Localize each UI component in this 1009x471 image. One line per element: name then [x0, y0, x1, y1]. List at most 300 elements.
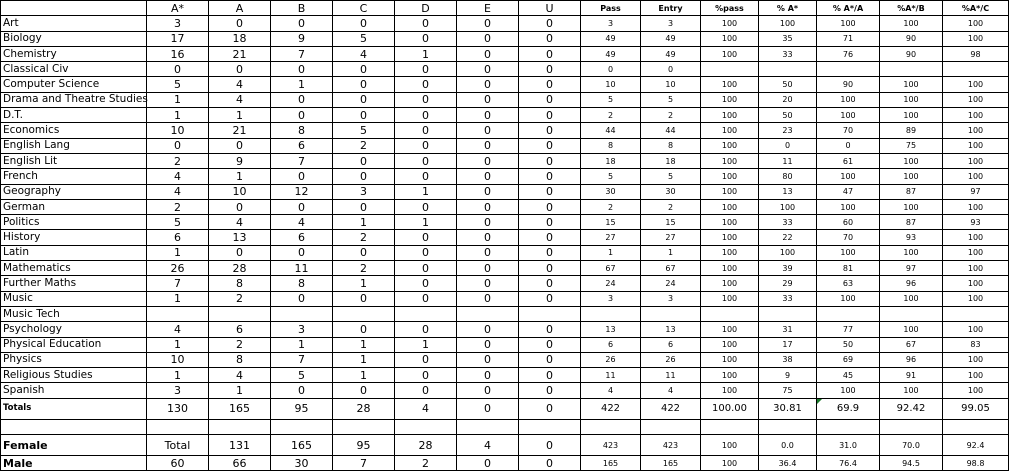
stat-cell: 0.0 — [759, 435, 817, 456]
column-header: D — [395, 1, 457, 16]
stat-cell: 100 — [817, 108, 880, 123]
stat-cell: 10 — [641, 77, 701, 92]
stat-cell: 70 — [817, 123, 880, 138]
grade-count-cell — [395, 306, 457, 321]
grade-count-cell: 0 — [519, 215, 581, 230]
stat-cell: 49 — [641, 31, 701, 46]
grade-count-cell: 0 — [209, 245, 271, 260]
empty-cell — [209, 419, 271, 434]
grade-count-cell: 0 — [395, 245, 457, 260]
grade-count-cell: 1 — [333, 215, 395, 230]
grade-count-cell: 0 — [457, 169, 519, 184]
grade-count-cell: 0 — [457, 261, 519, 276]
stat-cell: 100 — [943, 322, 1009, 337]
grade-count-cell: 7 — [147, 276, 209, 291]
grade-count-cell: 11 — [271, 261, 333, 276]
stat-cell: 100 — [701, 352, 759, 367]
stat-cell: 100 — [701, 276, 759, 291]
grade-count-cell — [147, 306, 209, 321]
column-header: C — [333, 1, 395, 16]
grade-count-cell: 0 — [519, 383, 581, 398]
stat-cell: 90 — [880, 31, 943, 46]
grade-count-cell: 13 — [209, 230, 271, 245]
totals-row — [1, 398, 1009, 419]
stat-cell: 100 — [817, 383, 880, 398]
table-row — [1, 230, 1009, 245]
grade-count-cell: 0 — [395, 108, 457, 123]
stat-cell: 87 — [880, 184, 943, 199]
grade-count-cell: 0 — [519, 138, 581, 153]
stat-cell: 26 — [641, 352, 701, 367]
grade-count-cell: 0 — [457, 291, 519, 306]
grade-count-cell: 4 — [457, 435, 519, 456]
stat-cell: 100 — [701, 108, 759, 123]
grade-count-cell: 0 — [457, 215, 519, 230]
grade-count-cell: 4 — [147, 169, 209, 184]
subject-cell: Physical Education — [1, 337, 147, 352]
grade-count-cell: 1 — [147, 108, 209, 123]
grade-count-cell: 1 — [147, 92, 209, 107]
stat-cell — [759, 306, 817, 321]
stat-cell: 100 — [701, 456, 759, 471]
stat-cell: 18 — [641, 153, 701, 168]
stat-cell: 100 — [943, 368, 1009, 383]
subject-cell: Chemistry — [1, 46, 147, 61]
grade-count-cell: 0 — [519, 199, 581, 214]
stat-cell: 100 — [943, 31, 1009, 46]
grade-count-cell: 0 — [395, 230, 457, 245]
grade-count-cell: 0 — [519, 276, 581, 291]
table-row — [1, 276, 1009, 291]
grade-count-cell — [271, 306, 333, 321]
table-row — [1, 383, 1009, 398]
grade-count-cell: 3 — [147, 16, 209, 31]
subject-cell: Physics — [1, 352, 147, 367]
subject-cell: D.T. — [1, 108, 147, 123]
stat-cell: 100 — [701, 230, 759, 245]
grade-count-cell: 7 — [333, 456, 395, 471]
subject-cell: Religious Studies — [1, 368, 147, 383]
table-row — [1, 245, 1009, 260]
subject-cell: Mathematics — [1, 261, 147, 276]
grade-count-cell: 0 — [457, 322, 519, 337]
stat-cell: 13 — [759, 184, 817, 199]
grade-count-cell: 1 — [147, 245, 209, 260]
grade-count-cell: 0 — [457, 108, 519, 123]
stat-cell: 33 — [759, 215, 817, 230]
grade-count-cell: 2 — [333, 261, 395, 276]
grade-count-cell: 5 — [271, 368, 333, 383]
stat-cell: 100 — [943, 245, 1009, 260]
grade-count-cell: 10 — [147, 352, 209, 367]
grade-count-cell: 0 — [271, 169, 333, 184]
table-row — [1, 215, 1009, 230]
table-row — [1, 16, 1009, 31]
grade-count-cell: 0 — [457, 123, 519, 138]
grade-count-cell: 7 — [271, 352, 333, 367]
stat-cell — [759, 62, 817, 77]
stat-cell: 49 — [581, 31, 641, 46]
stat-cell: 100 — [943, 138, 1009, 153]
stat-cell: 2 — [581, 108, 641, 123]
stat-cell: 100 — [880, 16, 943, 31]
stat-cell: 13 — [641, 322, 701, 337]
empty-cell — [759, 419, 817, 434]
grade-count-cell: 0 — [333, 92, 395, 107]
stat-cell: 44 — [641, 123, 701, 138]
table-row — [1, 123, 1009, 138]
stat-cell: 33 — [759, 291, 817, 306]
stat-cell: 8 — [581, 138, 641, 153]
grade-count-cell: 0 — [519, 352, 581, 367]
grade-count-cell: 4 — [147, 184, 209, 199]
stat-cell: 97 — [880, 261, 943, 276]
stat-cell: 10 — [581, 77, 641, 92]
empty-cell — [333, 419, 395, 434]
grade-count-cell: 1 — [395, 184, 457, 199]
stat-cell: 44 — [581, 123, 641, 138]
grade-count-cell: 0 — [457, 398, 519, 419]
subject-cell: Drama and Theatre Studies — [1, 92, 147, 107]
stat-cell — [701, 62, 759, 77]
stat-cell: 100 — [701, 138, 759, 153]
grade-count-cell: 5 — [147, 215, 209, 230]
stat-cell: 100 — [943, 169, 1009, 184]
stat-cell: 423 — [641, 435, 701, 456]
column-header: % A*/A — [817, 1, 880, 16]
stat-cell: 100 — [880, 322, 943, 337]
stat-cell: 30 — [641, 184, 701, 199]
grade-count-cell: 1 — [147, 291, 209, 306]
stat-cell: 100 — [880, 77, 943, 92]
stat-cell: 100 — [701, 169, 759, 184]
stat-cell: 71 — [817, 31, 880, 46]
stat-cell: 100 — [943, 108, 1009, 123]
grade-count-cell: 0 — [271, 245, 333, 260]
grade-count-cell: 0 — [271, 108, 333, 123]
stat-cell: 1 — [581, 245, 641, 260]
stat-cell: 100 — [701, 215, 759, 230]
stat-cell: 5 — [581, 169, 641, 184]
stat-cell: 60 — [817, 215, 880, 230]
stat-cell: 100 — [701, 291, 759, 306]
grade-count-cell: 0 — [395, 77, 457, 92]
grade-count-cell: 1 — [395, 46, 457, 61]
grade-count-cell: 0 — [519, 337, 581, 352]
stat-cell: 11 — [759, 153, 817, 168]
empty-cell — [880, 419, 943, 434]
stat-cell: 69 — [817, 352, 880, 367]
stat-cell: 100 — [817, 92, 880, 107]
table-row — [1, 368, 1009, 383]
grade-count-cell: 1 — [271, 337, 333, 352]
grade-count-cell: 1 — [147, 368, 209, 383]
subject-cell: Art — [1, 16, 147, 31]
grade-count-cell: 0 — [395, 92, 457, 107]
grade-count-cell: 130 — [147, 398, 209, 419]
stat-cell: 11 — [581, 368, 641, 383]
stat-cell — [817, 306, 880, 321]
grade-count-cell: 0 — [395, 352, 457, 367]
grade-count-cell: 0 — [395, 169, 457, 184]
stat-cell: 11 — [641, 368, 701, 383]
stat-cell: 24 — [581, 276, 641, 291]
grade-count-cell: 0 — [333, 291, 395, 306]
grade-count-cell: 6 — [209, 322, 271, 337]
table-row — [1, 138, 1009, 153]
stat-cell: 0 — [581, 62, 641, 77]
stat-cell: 100 — [943, 199, 1009, 214]
stat-cell: 27 — [641, 230, 701, 245]
grade-count-cell: 0 — [519, 230, 581, 245]
stat-cell: 100 — [943, 383, 1009, 398]
grade-count-cell: 0 — [457, 138, 519, 153]
grade-count-cell: 0 — [519, 322, 581, 337]
stat-cell: 100 — [701, 16, 759, 31]
stat-cell: 61 — [817, 153, 880, 168]
stat-cell: 100 — [943, 77, 1009, 92]
subject-cell: Male — [1, 456, 147, 471]
grade-count-cell: 0 — [457, 245, 519, 260]
grade-count-cell: 1 — [333, 352, 395, 367]
grade-count-cell: 66 — [209, 456, 271, 471]
empty-cell — [519, 419, 581, 434]
stat-cell: 0 — [817, 138, 880, 153]
stat-cell: 81 — [817, 261, 880, 276]
grade-count-cell: 1 — [333, 276, 395, 291]
stat-cell: 39 — [759, 261, 817, 276]
grade-count-cell: 1 — [147, 337, 209, 352]
column-header: Pass — [581, 1, 641, 16]
grade-count-cell: 0 — [519, 368, 581, 383]
grade-count-cell: 8 — [209, 276, 271, 291]
grade-count-cell: 0 — [457, 31, 519, 46]
stat-cell: 49 — [641, 46, 701, 61]
grade-count-cell: 0 — [395, 261, 457, 276]
male-row — [1, 456, 1009, 471]
column-header: U — [519, 1, 581, 16]
grade-count-cell: 0 — [271, 199, 333, 214]
stat-cell: 165 — [581, 456, 641, 471]
stat-cell: 94.5 — [880, 456, 943, 471]
table-row — [1, 184, 1009, 199]
grade-count-cell: 0 — [519, 62, 581, 77]
grade-count-cell: 0 — [333, 108, 395, 123]
grade-count-cell: 0 — [519, 77, 581, 92]
empty-cell — [641, 419, 701, 434]
grade-count-cell: 2 — [209, 337, 271, 352]
grade-count-cell: 0 — [519, 398, 581, 419]
grade-count-cell: 95 — [333, 435, 395, 456]
spacer-row — [1, 419, 1009, 434]
stat-cell: 100 — [943, 153, 1009, 168]
stat-cell: 100 — [943, 92, 1009, 107]
grade-count-cell: 0 — [519, 92, 581, 107]
table-body — [1, 1, 1009, 471]
stat-cell: 47 — [817, 184, 880, 199]
stat-cell: 27 — [581, 230, 641, 245]
stat-cell: 100 — [701, 261, 759, 276]
subject-cell: Biology — [1, 31, 147, 46]
stat-cell: 99.05 — [943, 398, 1009, 419]
stat-cell: 100 — [759, 199, 817, 214]
table-row — [1, 337, 1009, 352]
grade-count-cell: 2 — [147, 153, 209, 168]
grade-count-cell: 0 — [395, 276, 457, 291]
grade-count-cell: 2 — [333, 230, 395, 245]
stat-cell: 100 — [701, 153, 759, 168]
grade-count-cell: 0 — [457, 383, 519, 398]
grade-count-cell: 0 — [457, 352, 519, 367]
grade-count-cell: 0 — [519, 153, 581, 168]
stat-cell: 100 — [880, 383, 943, 398]
stat-cell: 100 — [880, 92, 943, 107]
stat-cell: 30.81 — [759, 398, 817, 419]
stat-cell: 83 — [943, 337, 1009, 352]
table-row — [1, 352, 1009, 367]
grade-count-cell: 2 — [395, 456, 457, 471]
column-header: %A*/C — [943, 1, 1009, 16]
stat-cell: 23 — [759, 123, 817, 138]
subject-cell: English Lit — [1, 153, 147, 168]
grade-count-cell: 0 — [519, 456, 581, 471]
stat-cell: 100 — [701, 184, 759, 199]
grade-count-cell: 8 — [271, 276, 333, 291]
grade-count-cell: 1 — [333, 337, 395, 352]
subject-cell: English Lang — [1, 138, 147, 153]
grade-count-cell: 21 — [209, 46, 271, 61]
stat-cell: 100 — [701, 245, 759, 260]
grade-count-cell: 0 — [395, 16, 457, 31]
subject-cell: Music Tech — [1, 306, 147, 321]
stat-cell: 2 — [641, 199, 701, 214]
subject-cell: Computer Science — [1, 77, 147, 92]
stat-cell: 77 — [817, 322, 880, 337]
stat-cell: 100 — [701, 435, 759, 456]
table-row — [1, 46, 1009, 61]
stat-cell — [943, 306, 1009, 321]
grade-count-cell: 9 — [209, 153, 271, 168]
stat-cell: 100 — [943, 291, 1009, 306]
header-row — [1, 1, 1009, 16]
grade-count-cell: 165 — [209, 398, 271, 419]
subject-cell: Female — [1, 435, 147, 456]
stat-cell: 100 — [943, 230, 1009, 245]
stat-cell: 24 — [641, 276, 701, 291]
stat-cell: 9 — [759, 368, 817, 383]
stat-cell: 87 — [880, 215, 943, 230]
stat-cell: 70.0 — [880, 435, 943, 456]
grade-count-cell: 0 — [519, 435, 581, 456]
grade-count-cell: 1 — [395, 215, 457, 230]
grade-count-cell: 2 — [333, 138, 395, 153]
grade-count-cell: 0 — [395, 123, 457, 138]
grade-count-cell: 18 — [209, 31, 271, 46]
stat-cell: 70 — [817, 230, 880, 245]
table-row — [1, 322, 1009, 337]
stat-cell: 165 — [641, 456, 701, 471]
stat-cell: 15 — [641, 215, 701, 230]
stat-cell: 423 — [581, 435, 641, 456]
subject-cell: History — [1, 230, 147, 245]
stat-cell: 100 — [701, 322, 759, 337]
grade-count-cell: 12 — [271, 184, 333, 199]
table-row — [1, 306, 1009, 321]
grade-count-cell: 1 — [333, 368, 395, 383]
stat-cell: 6 — [641, 337, 701, 352]
grade-count-cell: 8 — [271, 123, 333, 138]
stat-cell: 100 — [817, 199, 880, 214]
stat-cell: 100 — [817, 16, 880, 31]
stat-cell: 100 — [759, 245, 817, 260]
stat-cell: 22 — [759, 230, 817, 245]
grade-count-cell: 0 — [395, 62, 457, 77]
stat-cell: 50 — [759, 108, 817, 123]
column-header: A — [209, 1, 271, 16]
table-row — [1, 31, 1009, 46]
stat-cell: 2 — [581, 199, 641, 214]
grade-count-cell: 0 — [457, 199, 519, 214]
stat-cell: 67 — [641, 261, 701, 276]
grade-count-cell: 0 — [519, 261, 581, 276]
stat-cell: 80 — [759, 169, 817, 184]
stat-cell: 100 — [701, 46, 759, 61]
stat-cell: 0 — [641, 62, 701, 77]
stat-cell: 100 — [880, 108, 943, 123]
grade-count-cell — [209, 306, 271, 321]
grade-count-cell: 0 — [271, 62, 333, 77]
stat-cell: 100 — [759, 16, 817, 31]
stat-cell: 69.9 — [817, 398, 880, 419]
grade-count-cell: 0 — [457, 276, 519, 291]
empty-cell — [701, 419, 759, 434]
grade-count-cell: 131 — [209, 435, 271, 456]
grade-count-cell: 0 — [271, 92, 333, 107]
table-row — [1, 261, 1009, 276]
grade-count-cell: 4 — [395, 398, 457, 419]
subject-cell: French — [1, 169, 147, 184]
stat-cell: 100 — [817, 291, 880, 306]
stat-cell: 100 — [880, 291, 943, 306]
stat-cell: 31.0 — [817, 435, 880, 456]
grade-count-cell: 4 — [333, 46, 395, 61]
stat-cell: 92.42 — [880, 398, 943, 419]
stat-cell: 76.4 — [817, 456, 880, 471]
grade-count-cell: 3 — [333, 184, 395, 199]
grade-count-cell: 0 — [395, 368, 457, 383]
table-row — [1, 92, 1009, 107]
stat-cell: 100 — [817, 245, 880, 260]
grade-count-cell: 4 — [209, 368, 271, 383]
grade-count-cell: 60 — [147, 456, 209, 471]
grade-count-cell: 10 — [209, 184, 271, 199]
table-row — [1, 169, 1009, 184]
subject-cell: Totals — [1, 398, 147, 419]
stat-cell: 100 — [701, 199, 759, 214]
grade-count-cell: 3 — [147, 383, 209, 398]
grade-count-cell: 8 — [209, 352, 271, 367]
grade-count-cell: 165 — [271, 435, 333, 456]
stat-cell: 100 — [701, 92, 759, 107]
column-header: Entry — [641, 1, 701, 16]
stat-cell: 20 — [759, 92, 817, 107]
grade-count-cell: 6 — [147, 230, 209, 245]
table-row — [1, 199, 1009, 214]
empty-cell — [147, 419, 209, 434]
grade-count-cell: 0 — [209, 62, 271, 77]
stat-cell: 3 — [641, 291, 701, 306]
stat-cell: 98.8 — [943, 456, 1009, 471]
